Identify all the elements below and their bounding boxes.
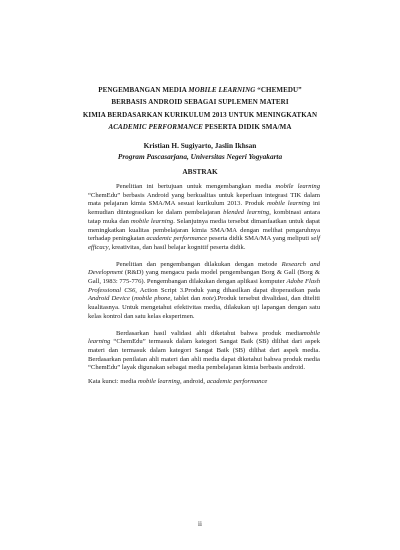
- author-block: [60, 140, 340, 162]
- text-run: Berdasarkan hasil validasi ahli diketahui bahwa produk media: [116, 329, 303, 337]
- author-affiliation: Program Pascasarjana, Universitas Negeri Yogyakarta: [117, 152, 283, 161]
- text-run: Kata kunci: media: [88, 378, 138, 385]
- text-run: , android,: [179, 378, 207, 385]
- keywords: [88, 378, 320, 387]
- abstract-paragraph: [88, 330, 320, 374]
- author-names: Kristian H. Sugiyarto, Jaslin Ikhsan: [143, 141, 257, 150]
- italic-text-run: Adobe Flash Professional CS6: [88, 278, 321, 294]
- title-line: BERBASIS ANDROID SEBAGAI SUPLEMEN MATERI: [111, 98, 289, 107]
- italic-text-run: mobile learning: [266, 200, 311, 208]
- abstract-paragraph: [88, 261, 320, 322]
- italic-text-run: blended learning: [223, 209, 270, 217]
- italic-text-run: self efficacy: [88, 235, 320, 251]
- page-number: ii: [198, 520, 202, 528]
- italic-text-run: note: [202, 295, 214, 303]
- text-run: ).Produk tersebut divalidasi, dan diteliti kualitasnya. Untuk mengetahui efektivitas media, dilakukan uji lapangan dengan satu kelas kontrol dan satu kelas eksperimen.: [88, 295, 320, 320]
- text-run: (: [129, 295, 135, 303]
- text-run: , tablet dan: [170, 295, 203, 303]
- text-run: “ChemEdu” berbasis Android yang berkualitas untuk keperluan integrasi TIK dalam mata pelajaran kimia SMA/MA sesuai kurikulum 2013. Produk: [88, 191, 320, 208]
- title-line: KIMIA BERDASARKAN KURIKULUM 2013 UNTUK MENINGKATKAN: [82, 110, 318, 119]
- text-run: “ChemEdu” termasuk dalam kategori Sangat Baik (SB) dilihat dari aspek materi dan termasuk dalam kategori Sangat Baik (SB) dilihat dari aspek media. Berdasarkan penilaian ahli materi dan ahli media dapat diketahui bahwa produk media “ChemEdu” layak digunakan sebagai media pembelajaran kimia berbasis android.: [88, 338, 320, 372]
- title-line: PENGEMBANGAN MEDIA MOBILE LEARNING “CHEMEDU”: [98, 86, 302, 94]
- text-run: ini kemudian diintegrasikan ke dalam pembelajaran: [88, 200, 320, 217]
- italic-text-run: mobile learning: [137, 378, 180, 385]
- italic-text-run: Research and Development: [88, 260, 320, 277]
- text-run: Penelitian dan pengembangan dilakukan dengan metode: [116, 260, 282, 268]
- text-run: (R&D) yang mengacu pada model pengembangan Borg & Gall (Borg & Gall, 1983: 775-776). Pengembangan dilakukan dengan aplikasi komputer: [88, 269, 320, 286]
- text-run: . Selanjutnya media tersebut dimanfaatkan untuk dapat meningkatkan kualitas pembelajaran kimia SMA/MA dengan melihat pengaruhnya terhadap peningkatan: [88, 217, 320, 243]
- abstract-heading: ABSTRAK: [182, 167, 218, 176]
- paper-title: [60, 84, 340, 133]
- abstract-body: [88, 183, 320, 373]
- italic-text-run: Android Device: [88, 295, 130, 303]
- text-run: , kreativitas, dan hasil belajar kognitif peserta didik.: [108, 243, 246, 251]
- text-run: , kombinasi antara tatap muka dan: [88, 209, 320, 225]
- italic-text-run: academic performance: [146, 235, 208, 243]
- abstract-paragraph: [88, 183, 320, 253]
- text-run: Penelitian ini bertujuan untuk mengembangkan media: [116, 183, 276, 190]
- title-line: ACADEMIC PERFORMANCE PESERTA DIDIK SMA/MA: [108, 122, 292, 131]
- text-run: peserta didik SMA/MA yang meliputi: [207, 235, 311, 243]
- text-run: , Action Script 3.Produk yang dihasilkan dapat dioperasikan pada: [135, 286, 321, 294]
- italic-text-run: academic performance: [206, 378, 268, 385]
- italic-text-run: mobile learning: [275, 183, 320, 190]
- italic-text-run: mobile learning: [88, 329, 320, 346]
- italic-text-run: mobile learning: [130, 217, 174, 225]
- italic-text-run: mobile phone: [134, 295, 171, 303]
